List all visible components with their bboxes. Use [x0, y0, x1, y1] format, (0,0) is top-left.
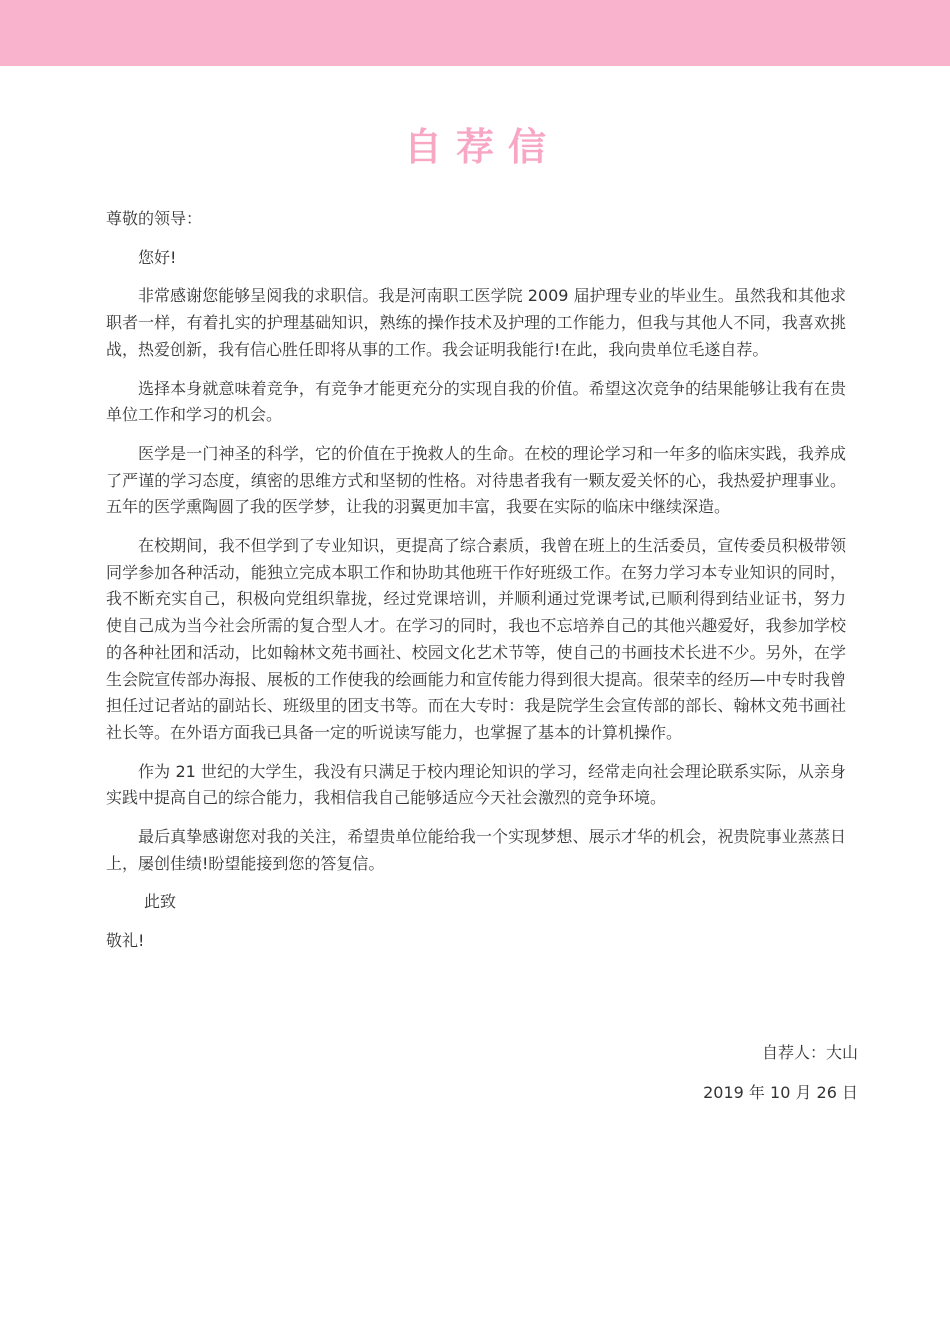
header-band	[0, 0, 950, 66]
paragraph-school: 在校期间，我不但学到了专业知识，更提高了综合素质，我曾在班上的生活委员，宣传委员积极带领同学参加各种活动，能独立完成本职工作和协助其他班干作好班级工作。在努力学习本专业知识的同时，我不断充实自己，积极向党组织靠拢，经过党课培训，并顺利通过党课考试,已顺利得到结业证书，努力使自己成为当今社会所需的复合型人才。在学习的同时，我也不忘培养自己的其他兴趣爱好，我参加学校的各种社团和活动，比如翰林文苑书画社、校园文化艺术节等，使自己的书画技术长进不少。另外，在学生会院宣传部办海报、展板的工作使我的绘画能力和宣传能力得到很大提高。很荣幸的经历—中专时我曾担任过记者站的副站长、班级里的团支书等。而在大专时：我是院学生会宣传部的部长、翰林文苑书画社社长等。在外语方面我已具备一定的听说读写能力，也掌握了基本的计算机操作。	[106, 536, 846, 742]
paragraph-competition: 选择本身就意味着竞争，有竞争才能更充分的实现自我的价值。希望这次竞争的结果能够让我有在贵单位工作和学习的机会。	[106, 378, 846, 425]
closing-jingli: 敬礼!	[106, 931, 145, 951]
greeting-line: 您好!	[138, 247, 177, 267]
signature: 自荐人：大山	[761, 1043, 858, 1062]
letter-body	[106, 206, 846, 967]
paragraph-thanks: 最后真挚感谢您对我的关注，希望贵单位能给我一个实现梦想、展示才华的机会，祝贵院事业蒸蒸日上，屡创佳绩!盼望能接到您的答复信。	[106, 827, 846, 873]
signature-block	[703, 1040, 858, 1119]
closing-cizhi: 此致	[144, 892, 177, 912]
paragraph-medicine: 医学是一门神圣的科学，它的价值在于挽救人的生命。在校的理论学习和一年多的临床实践，我养成了严谨的学习态度，缜密的思维方式和坚韧的性格。对待患者我有一颗友爱关怀的心，我热爱护理事业。五年的医学熏陶圆了我的医学梦，让我的羽翼更加丰富，我要在实际的临床中继续深造。	[106, 443, 846, 517]
paragraph-intro: 非常感谢您能够呈阅我的求职信。我是河南职工医学院 2009 届护理专业的毕业生。虽然我和其他求职者一样，有着扎实的护理基础知识，熟练的操作技术及护理的工作能力，但我与其他人不同，我喜欢挑战，热爱创新，我有信心胜任即将从事的工作。我会证明我能行!在此，我向贵单位毛遂自荐。	[106, 286, 846, 359]
letter-date: 2019 年 10 月 26 日	[703, 1082, 858, 1102]
paragraph-practice: 作为 21 世纪的大学生，我没有只满足于校内理论知识的学习，经常走向社会理论联系实际，从亲身实践中提高自己的综合能力，我相信我自己能够适应今天社会激烈的竞争环境。	[106, 761, 846, 808]
salutation: 尊敬的领导：	[106, 209, 203, 228]
letter-title: 自荐信	[403, 125, 560, 169]
